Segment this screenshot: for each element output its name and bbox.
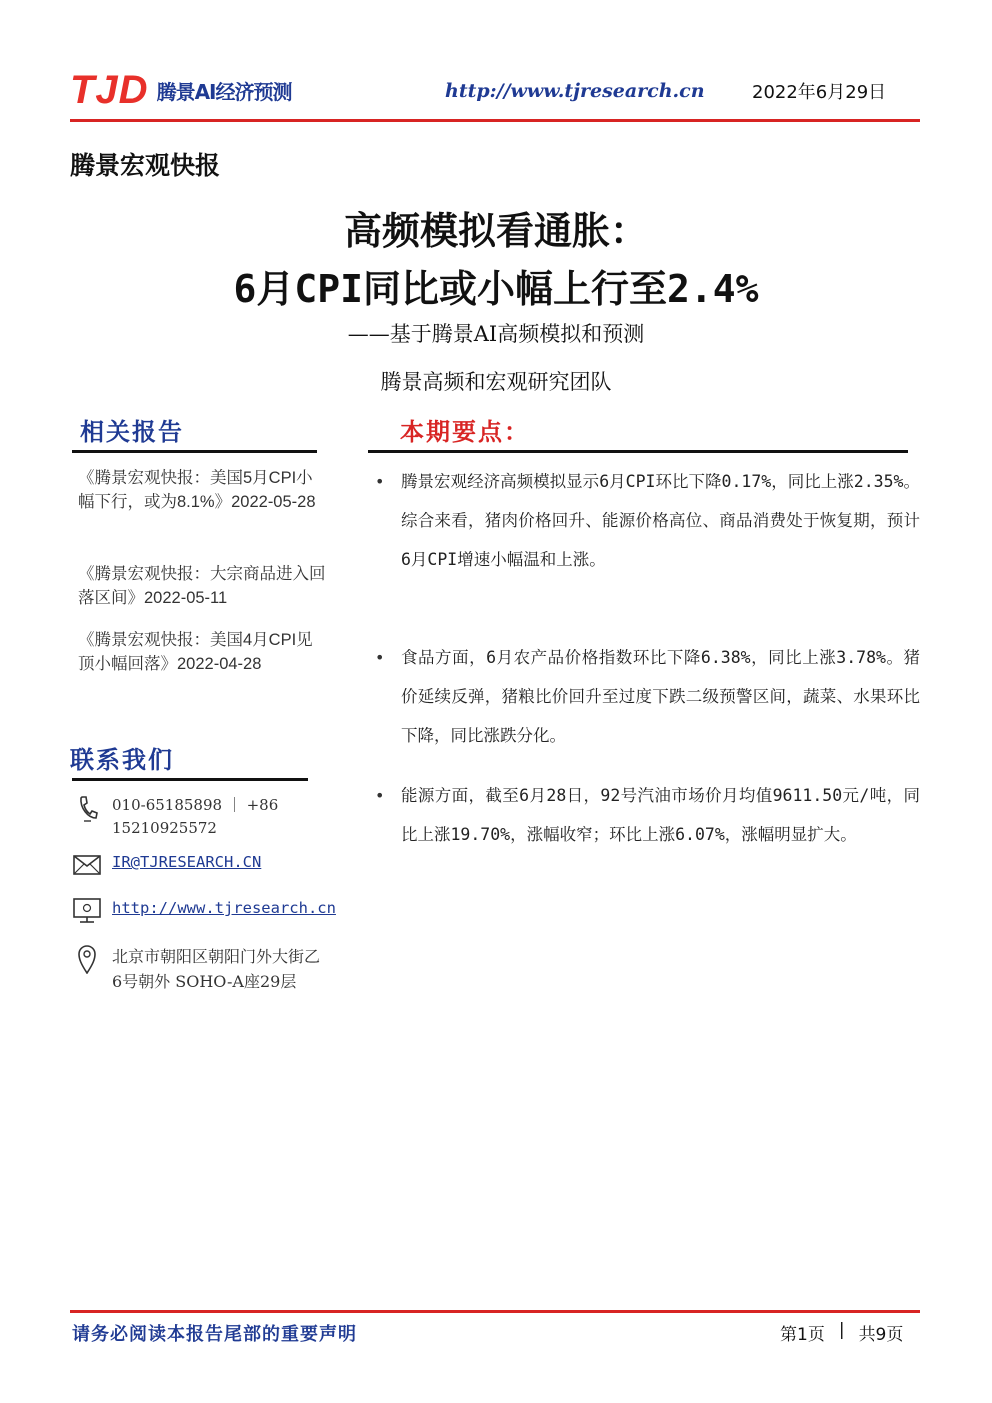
location-pin-icon [72,944,102,974]
monitor-icon [72,896,102,926]
address-line-2: 6号朝外 SOHO-A座29层 [112,972,297,991]
highlight-bullet-1 [375,462,920,579]
contact-address [72,944,320,994]
related-report-item-2[interactable]: 《腾景宏观快报：大宗商品进入回落区间》2022-05-11 [78,565,326,607]
highlights-heading-rule [368,450,908,453]
report-team: 腾景高频和宏观研究团队 [380,370,612,394]
highlights-heading: 本期要点： [400,417,530,446]
website-link[interactable]: http://www.tjresearch.cn [112,899,336,917]
email-link[interactable]: IR@TJRESEARCH.CN [112,853,262,871]
footer-divider [70,1310,920,1313]
bullet-dot-icon: • [375,648,385,667]
highlight-text-1: 腾景宏观经济高频模拟显示6月CPI环比下降0.17%，同比上涨2.35%。综合来看，猪肉价格回升、能源价格高位、商品消费处于恢复期，预计6月CPI增速小幅温和上涨。 [401,472,920,569]
contact-heading: 联系我们 [70,745,174,774]
related-reports-heading: 相关报告 [80,417,184,446]
report-title-line1: 高频模拟看通胀： [343,209,648,253]
page-total: 共9页 [858,1325,904,1345]
phone-icon [72,794,102,824]
highlight-text-2: 食品方面，6月农产品价格指数环比下降6.38%，同比上涨3.78%。猪价延续反弹，猪粮比价回升至过度下跌二级预警区间，蔬菜、水果环比下降，同比涨跌分化。 [401,648,920,745]
report-date: 2022年6月29日 [752,82,887,103]
logo-mark: TJD [70,68,149,112]
report-subtitle: ——基于腾景AI高频模拟和预测 [347,322,645,346]
header-divider [70,119,920,122]
contact-heading-rule [72,778,308,781]
logo-text: 腾景AI经济预测 [156,79,292,104]
contact-website [72,896,336,926]
bullet-dot-icon: • [375,786,385,805]
company-logo [70,68,292,112]
related-heading-rule [72,450,317,453]
related-report-item-3[interactable]: 《腾景宏观快报：美国4月CPI见顶小幅回落》2022-04-28 [78,631,313,673]
highlight-bullet-2 [375,638,920,755]
page-number: 第1页 [780,1325,825,1345]
report-title-line2: 6月CPI同比或小幅上行至2.4% [233,267,759,311]
phone-line-2: 15210925572 [112,819,217,837]
footer-disclaimer: 请务必阅读本报告尾部的重要声明 [72,1324,357,1345]
mail-icon [72,850,102,880]
contact-phone [72,794,278,840]
highlight-text-3: 能源方面，截至6月28日，92号汽油市场价月均值9611.50元/吨，同比上涨19.70%，涨幅收窄；环比上涨6.07%，涨幅明显扩大。 [401,786,920,844]
address-line-1: 北京市朝阳区朝阳门外大街乙 [112,947,321,966]
page-indicator [780,1320,903,1345]
series-name: 腾景宏观快报 [70,151,221,180]
highlight-bullet-3 [375,776,920,854]
bullet-dot-icon: • [375,472,385,491]
header-url-link[interactable]: http://www.tjresearch.cn [445,80,705,102]
contact-email [72,850,261,880]
phone-line-1: 010-65185898 ｜ +86 [112,796,279,814]
page-separator: | [838,1320,845,1340]
related-report-item-1[interactable]: 《腾景宏观快报：美国5月CPI小幅下行，或为8.1%》2022-05-28 [78,469,316,511]
